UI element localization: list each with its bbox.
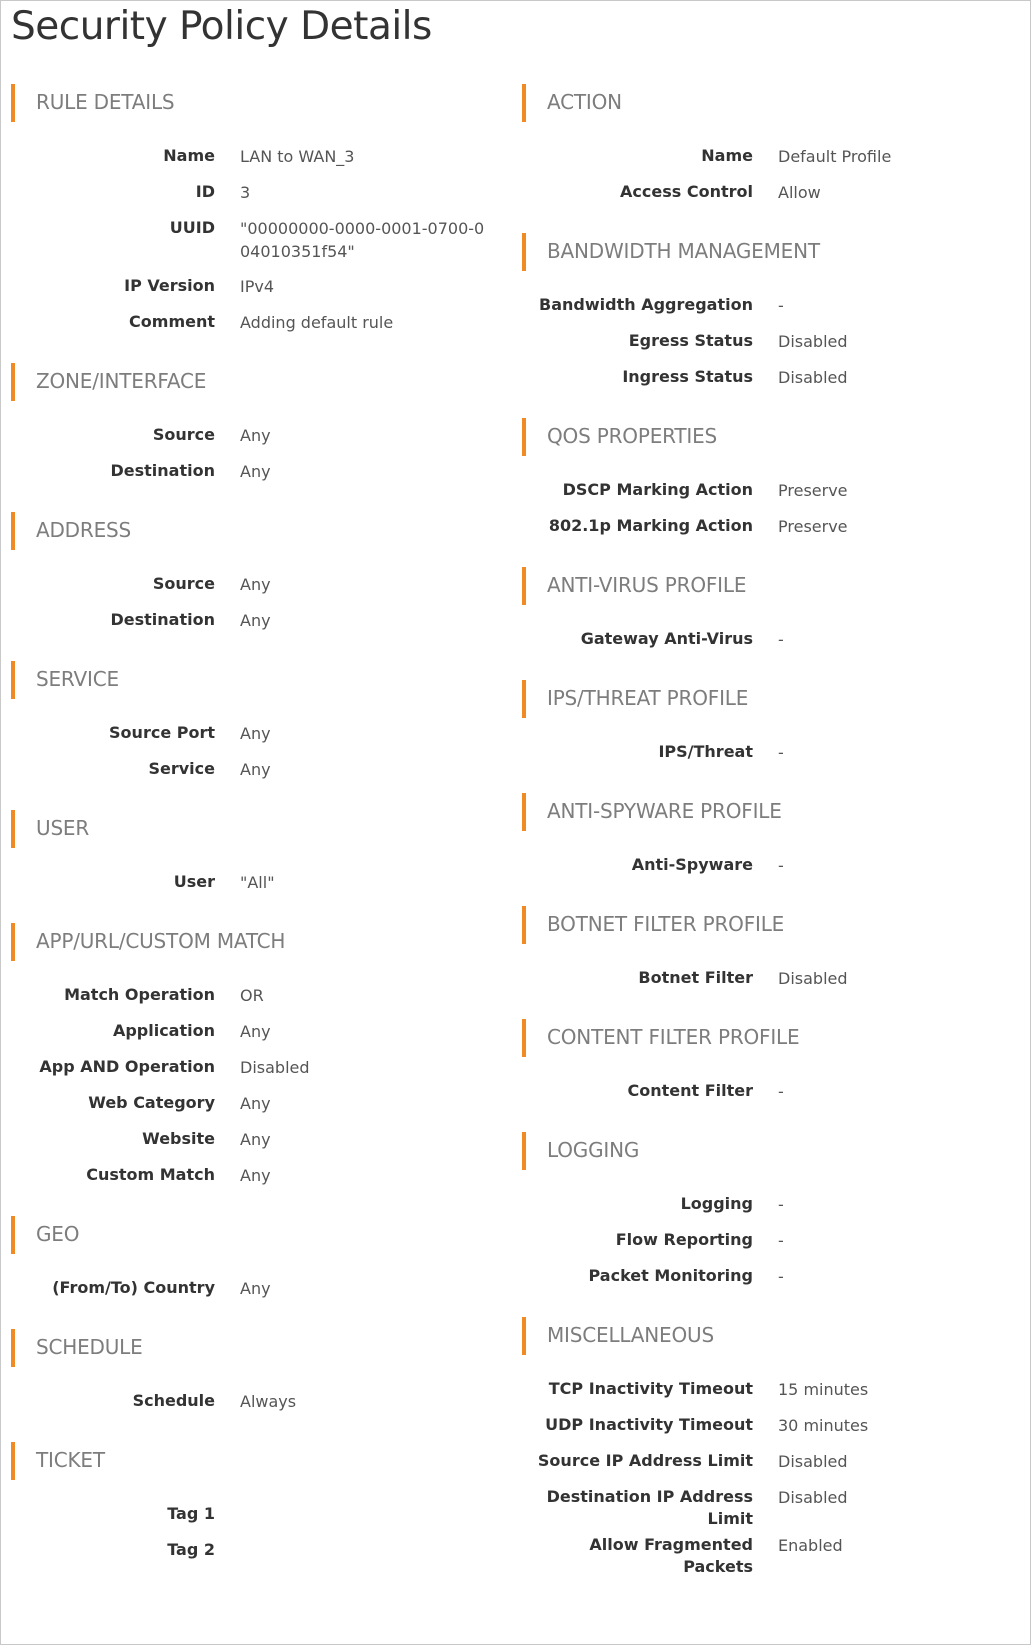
field-value: Any bbox=[240, 575, 271, 594]
field-list bbox=[11, 1367, 511, 1422]
field-label: Schedule bbox=[132, 1391, 215, 1410]
section-app-url-custom-match bbox=[11, 923, 511, 1196]
field-value: - bbox=[778, 1195, 784, 1214]
field-row-gateway-anti-virus bbox=[522, 624, 1022, 660]
field-label: Destination bbox=[110, 461, 215, 480]
field-row-udp-inactivity-timeout bbox=[522, 1410, 1022, 1446]
field-label: Tag 2 bbox=[167, 1540, 215, 1559]
field-label: UUID bbox=[169, 218, 215, 237]
field-list bbox=[11, 699, 511, 790]
field-value: Disabled bbox=[778, 368, 848, 387]
section-title: QOS PROPERTIES bbox=[547, 424, 718, 448]
field-label: Website bbox=[142, 1129, 215, 1148]
field-value: 15 minutes bbox=[778, 1380, 869, 1399]
field-row-service bbox=[11, 754, 511, 790]
field-value: Enabled bbox=[778, 1536, 843, 1555]
field-row-destination-ip-address-limit bbox=[522, 1482, 1022, 1530]
section-ips-threat-profile bbox=[522, 680, 1022, 773]
field-label: Logging bbox=[680, 1194, 753, 1213]
left-column bbox=[11, 84, 511, 1571]
field-row-packet-monitoring bbox=[522, 1261, 1022, 1297]
section-header bbox=[522, 906, 1022, 944]
field-label: Source Port bbox=[109, 723, 215, 742]
section-service bbox=[11, 661, 511, 790]
field-label: IPS/Threat bbox=[658, 742, 753, 761]
field-value: Any bbox=[240, 1279, 271, 1298]
field-row-access-control bbox=[522, 177, 1022, 213]
field-value: "All" bbox=[240, 873, 275, 892]
field-label: Content Filter bbox=[627, 1081, 753, 1100]
field-list bbox=[522, 944, 1022, 999]
field-value: Disabled bbox=[778, 332, 848, 351]
field-label: Destination IP Address Limit bbox=[546, 1487, 753, 1528]
field-list bbox=[522, 456, 1022, 547]
field-row-content-filter bbox=[522, 1076, 1022, 1112]
section-header bbox=[11, 923, 511, 961]
field-label: Source IP Address Limit bbox=[537, 1451, 753, 1470]
field-row-botnet-filter bbox=[522, 963, 1022, 999]
field-row-website bbox=[11, 1124, 511, 1160]
field-list bbox=[11, 848, 511, 903]
field-value: Disabled bbox=[240, 1058, 310, 1077]
field-label: Allow Fragmented Packets bbox=[589, 1535, 753, 1576]
field-value: - bbox=[778, 630, 784, 649]
section-qos-properties bbox=[522, 418, 1022, 547]
section-header bbox=[522, 233, 1022, 271]
section-title: TICKET bbox=[36, 1448, 105, 1472]
field-label: Service bbox=[148, 759, 215, 778]
section-title: ACTION bbox=[547, 90, 622, 114]
section-miscellaneous bbox=[522, 1317, 1022, 1578]
field-label: User bbox=[173, 872, 215, 891]
field-label: IP Version bbox=[124, 276, 215, 295]
section-title: GEO bbox=[36, 1222, 80, 1246]
field-row-anti-spyware bbox=[522, 850, 1022, 886]
field-value: "00000000-0000-0001-0700-004010351f54" bbox=[240, 219, 485, 261]
field-value: Preserve bbox=[778, 517, 848, 536]
field-row-logging bbox=[522, 1189, 1022, 1225]
section-header bbox=[11, 810, 511, 848]
field-label: Egress Status bbox=[628, 331, 753, 350]
field-row-destination bbox=[11, 456, 511, 492]
field-row-dscp-marking-action bbox=[522, 475, 1022, 511]
section-title: BOTNET FILTER PROFILE bbox=[547, 912, 785, 936]
field-value: 30 minutes bbox=[778, 1416, 869, 1435]
section-header bbox=[522, 1019, 1022, 1057]
section-header bbox=[522, 1132, 1022, 1170]
section-title: USER bbox=[36, 816, 90, 840]
field-value: - bbox=[778, 1267, 784, 1286]
field-value: 3 bbox=[240, 183, 251, 202]
field-label: TCP Inactivity Timeout bbox=[548, 1379, 753, 1398]
field-value: Any bbox=[240, 462, 271, 481]
field-value: - bbox=[778, 1082, 784, 1101]
field-value: Any bbox=[240, 1094, 271, 1113]
field-label: Name bbox=[701, 146, 753, 165]
section-zone-interface bbox=[11, 363, 511, 492]
section-title: ANTI-SPYWARE PROFILE bbox=[547, 799, 782, 823]
field-row-schedule bbox=[11, 1386, 511, 1422]
field-row-802-1p-marking-action bbox=[522, 511, 1022, 547]
field-row-comment bbox=[11, 307, 511, 343]
section-title: APP/URL/CUSTOM MATCH bbox=[36, 929, 286, 953]
field-list bbox=[11, 550, 511, 641]
field-value: IPv4 bbox=[240, 277, 275, 296]
field-label: Custom Match bbox=[86, 1165, 215, 1184]
field-row-ingress-status bbox=[522, 362, 1022, 398]
section-header bbox=[522, 84, 1022, 122]
section-header bbox=[522, 1317, 1022, 1355]
section-header bbox=[522, 793, 1022, 831]
field-label: (From/To) Country bbox=[52, 1278, 215, 1297]
section-logging bbox=[522, 1132, 1022, 1297]
field-label: Name bbox=[163, 146, 215, 165]
field-row-app-and-operation bbox=[11, 1052, 511, 1088]
field-row-from-to-country bbox=[11, 1273, 511, 1309]
field-row-destination bbox=[11, 605, 511, 641]
section-action bbox=[522, 84, 1022, 213]
section-header bbox=[522, 418, 1022, 456]
field-row-custom-match bbox=[11, 1160, 511, 1196]
field-value: Disabled bbox=[778, 1488, 848, 1507]
section-title: IPS/THREAT PROFILE bbox=[547, 686, 749, 710]
field-value: Any bbox=[240, 724, 271, 743]
field-label: ID bbox=[195, 182, 215, 201]
field-value: Adding default rule bbox=[240, 313, 394, 332]
field-value: Allow bbox=[778, 183, 821, 202]
field-row-tag-2 bbox=[11, 1535, 511, 1571]
section-anti-spyware-profile bbox=[522, 793, 1022, 886]
field-value: - bbox=[778, 1231, 784, 1250]
field-row-web-category bbox=[11, 1088, 511, 1124]
field-value: LAN to WAN_3 bbox=[240, 147, 355, 166]
field-label: Anti-Spyware bbox=[631, 855, 753, 874]
field-label: Application bbox=[112, 1021, 215, 1040]
field-label: DSCP Marking Action bbox=[562, 480, 753, 499]
field-row-source bbox=[11, 569, 511, 605]
field-label: 802.1p Marking Action bbox=[548, 516, 753, 535]
section-header bbox=[522, 567, 1022, 605]
field-label: Packet Monitoring bbox=[588, 1266, 753, 1285]
field-value: OR bbox=[240, 986, 264, 1005]
field-list bbox=[11, 1480, 511, 1571]
field-row-uuid bbox=[11, 213, 511, 271]
field-row-bandwidth-aggregation bbox=[522, 290, 1022, 326]
field-row-ips-threat bbox=[522, 737, 1022, 773]
section-title: LOGGING bbox=[547, 1138, 640, 1162]
field-list bbox=[522, 605, 1022, 660]
section-bandwidth-management bbox=[522, 233, 1022, 398]
field-label: Comment bbox=[129, 312, 215, 331]
field-row-egress-status bbox=[522, 326, 1022, 362]
field-value: - bbox=[778, 856, 784, 875]
field-label: Gateway Anti-Virus bbox=[580, 629, 753, 648]
field-label: Bandwidth Aggregation bbox=[539, 295, 753, 314]
field-value: Default Profile bbox=[778, 147, 892, 166]
field-value: Any bbox=[240, 1166, 271, 1185]
field-list bbox=[11, 961, 511, 1196]
field-row-user bbox=[11, 867, 511, 903]
section-title: CONTENT FILTER PROFILE bbox=[547, 1025, 800, 1049]
field-value: Any bbox=[240, 1130, 271, 1149]
section-header bbox=[11, 661, 511, 699]
field-row-id bbox=[11, 177, 511, 213]
section-header bbox=[11, 363, 511, 401]
section-title: MISCELLANEOUS bbox=[547, 1323, 714, 1347]
field-list bbox=[522, 1057, 1022, 1112]
section-anti-virus-profile bbox=[522, 567, 1022, 660]
right-column bbox=[522, 84, 1022, 1578]
field-label: Match Operation bbox=[64, 985, 215, 1004]
section-header bbox=[11, 1442, 511, 1480]
field-label: App AND Operation bbox=[39, 1057, 215, 1076]
section-geo bbox=[11, 1216, 511, 1309]
page-title: Security Policy Details bbox=[11, 4, 432, 49]
field-row-match-operation bbox=[11, 980, 511, 1016]
section-header bbox=[522, 680, 1022, 718]
field-list bbox=[522, 122, 1022, 213]
field-list bbox=[522, 271, 1022, 398]
field-value: Any bbox=[240, 426, 271, 445]
field-list bbox=[522, 1170, 1022, 1297]
field-value: - bbox=[778, 296, 784, 315]
field-row-flow-reporting bbox=[522, 1225, 1022, 1261]
field-label: Botnet Filter bbox=[638, 968, 753, 987]
section-header bbox=[11, 1329, 511, 1367]
field-value: Any bbox=[240, 611, 271, 630]
section-header bbox=[11, 512, 511, 550]
field-label: Destination bbox=[110, 610, 215, 629]
field-row-source-ip-address-limit bbox=[522, 1446, 1022, 1482]
field-value: Any bbox=[240, 1022, 271, 1041]
field-list bbox=[11, 1254, 511, 1309]
section-title: BANDWIDTH MANAGEMENT bbox=[547, 239, 820, 263]
field-label: Ingress Status bbox=[622, 367, 753, 386]
field-list bbox=[522, 831, 1022, 886]
field-value: Always bbox=[240, 1392, 297, 1411]
field-row-application bbox=[11, 1016, 511, 1052]
section-botnet-filter-profile bbox=[522, 906, 1022, 999]
field-list bbox=[522, 718, 1022, 773]
field-list bbox=[11, 401, 511, 492]
field-label: UDP Inactivity Timeout bbox=[545, 1415, 753, 1434]
section-title: RULE DETAILS bbox=[36, 90, 175, 114]
section-title: SCHEDULE bbox=[36, 1335, 143, 1359]
field-list bbox=[11, 122, 511, 343]
field-row-source bbox=[11, 420, 511, 456]
field-row-tag-1 bbox=[11, 1499, 511, 1535]
section-address bbox=[11, 512, 511, 641]
section-title: ANTI-VIRUS PROFILE bbox=[547, 573, 747, 597]
field-label: Flow Reporting bbox=[615, 1230, 753, 1249]
field-value: - bbox=[778, 743, 784, 762]
section-header bbox=[11, 84, 511, 122]
field-label: Web Category bbox=[88, 1093, 215, 1112]
field-value: Disabled bbox=[778, 969, 848, 988]
field-row-allow-fragmented-packets bbox=[522, 1530, 1022, 1578]
section-rule-details bbox=[11, 84, 511, 343]
field-label: Source bbox=[152, 425, 215, 444]
section-title: ADDRESS bbox=[36, 518, 132, 542]
field-label: Access Control bbox=[620, 182, 753, 201]
section-title: ZONE/INTERFACE bbox=[36, 369, 207, 393]
field-value: Any bbox=[240, 760, 271, 779]
field-label: Source bbox=[152, 574, 215, 593]
section-header bbox=[11, 1216, 511, 1254]
field-label: Tag 1 bbox=[167, 1504, 215, 1523]
field-value: Disabled bbox=[778, 1452, 848, 1471]
section-content-filter-profile bbox=[522, 1019, 1022, 1112]
field-row-source-port bbox=[11, 718, 511, 754]
section-ticket bbox=[11, 1442, 511, 1571]
field-row-tcp-inactivity-timeout bbox=[522, 1374, 1022, 1410]
field-row-name bbox=[11, 141, 511, 177]
section-title: SERVICE bbox=[36, 667, 119, 691]
section-schedule bbox=[11, 1329, 511, 1422]
field-value: Preserve bbox=[778, 481, 848, 500]
field-row-name bbox=[522, 141, 1022, 177]
field-list bbox=[522, 1355, 1022, 1578]
section-user bbox=[11, 810, 511, 903]
field-row-ip-version bbox=[11, 271, 511, 307]
